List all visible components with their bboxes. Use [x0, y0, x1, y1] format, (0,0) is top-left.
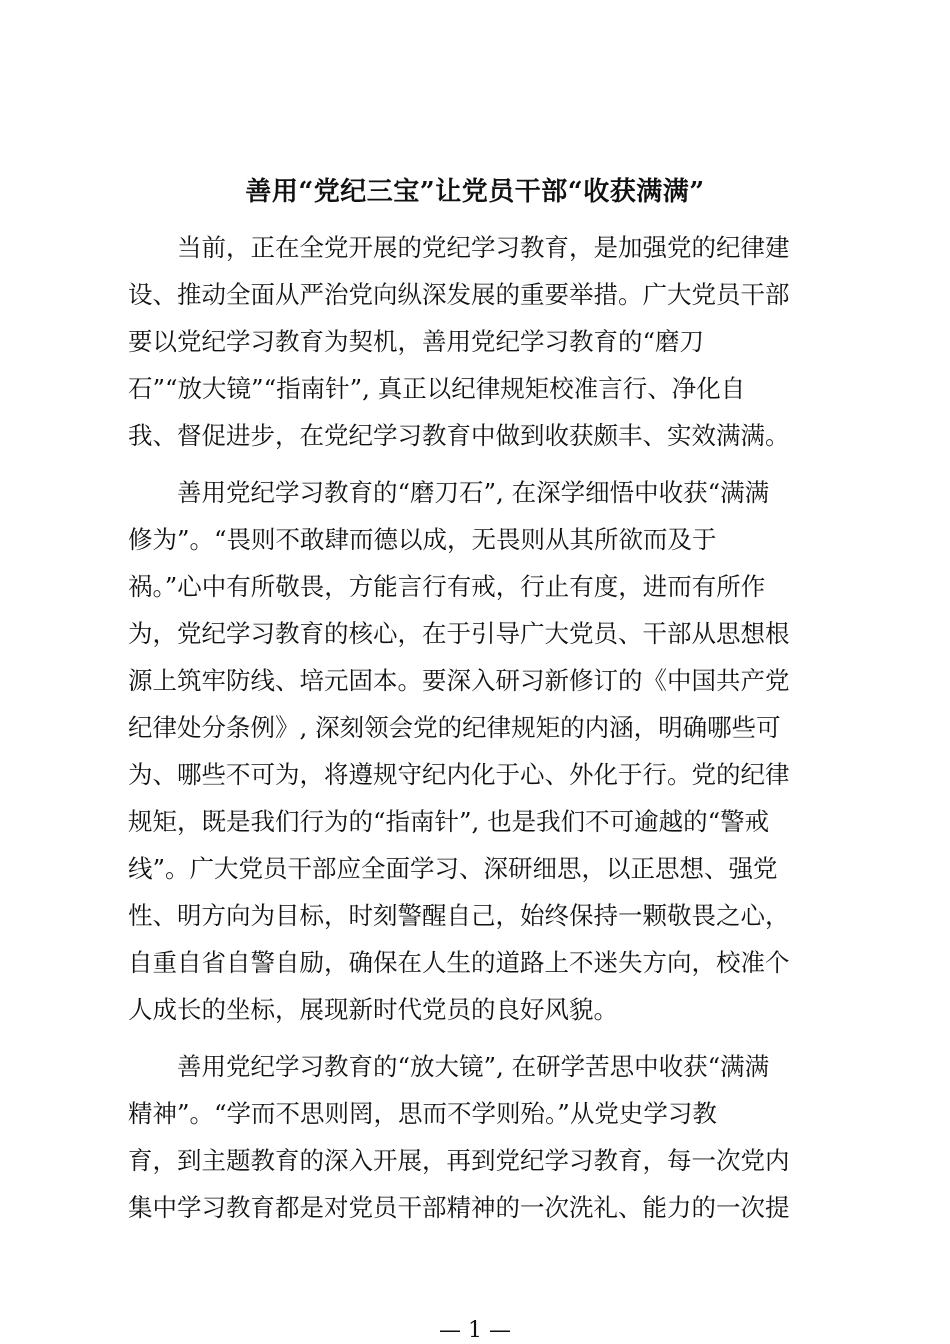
document-title: 善用“党纪三宝”让党员干部“收获满满”	[245, 177, 705, 207]
paragraph-3-line-2: 精神”。“学而不思则罔，思而不学则殆。”从党史学习教	[128, 1099, 717, 1128]
page-number: — 1 —	[439, 1318, 511, 1343]
paragraph-spacing	[128, 1033, 832, 1043]
paragraph-spacing	[128, 459, 832, 469]
paragraph-2-line-11: 自重自省自警自励，确保在人生的道路上不迷失方向，校准个	[128, 948, 790, 977]
paragraph-1-line-1: 当前，正在全党开展的党纪学习教育，是加强党的纪律建	[177, 233, 790, 262]
paragraph-2-line-1: 善用党纪学习教育的“磨刀石”, 在深学细悟中收获“满满	[177, 478, 770, 507]
paragraph-2-line-3: 祸。”心中有所敬畏，方能言行有戒，行止有度，进而有所作	[128, 572, 766, 601]
paragraph-3-line-4: 集中学习教育都是对党员干部精神的一次洗礼、能力的一次提	[128, 1193, 790, 1222]
paragraph-2-line-9: 线”。广大党员干部应全面学习、深研细思，以正思想、强党	[128, 854, 778, 883]
paragraph-1-line-4: 石”“放大镜”“指南针”, 真正以纪律规矩校准言行、净化自	[128, 374, 746, 403]
paragraph-2-line-5: 源上筑牢防线、培元固本。要深入研习新修订的《中国共产党	[128, 666, 790, 695]
paragraph-1-line-2: 设、推动全面从严治党向纵深发展的重要举措。广大党员干部	[128, 280, 790, 309]
paragraph-2-line-10: 性、明方向为目标，时刻警醒自己，始终保持一颗敬畏之心，	[128, 901, 790, 930]
paragraph-3-line-1: 善用党纪学习教育的“放大镜”, 在研学苦思中收获“满满	[177, 1052, 770, 1081]
paragraph-2-line-4: 为，党纪学习教育的核心，在于引导广大党员、干部从思想根	[128, 619, 790, 648]
paragraph-2-line-7: 为、哪些不可为，将遵规守纪内化于心、外化于行。党的纪律	[128, 760, 790, 789]
paragraph-2-line-8: 规矩，既是我们行为的“指南针”, 也是我们不可逾越的“警戒	[128, 807, 770, 836]
paragraph-2-line-12: 人成长的坐标，展现新时代党员的良好风貌。	[128, 995, 618, 1024]
paragraph-2-line-6: 纪律处分条例》, 深刻领会党的纪律规矩的内涵，明确哪些可	[128, 713, 781, 742]
paragraph-1-line-5: 我、督促进步，在党纪学习教育中做到收获颇丰、实效满满。	[128, 421, 790, 450]
paragraph-1-line-3: 要以党纪学习教育为契机，善用党纪学习教育的“磨刀	[128, 327, 705, 356]
paragraph-3-line-3: 育，到主题教育的深入开展，再到党纪学习教育，每一次党内	[128, 1146, 790, 1175]
document-body	[128, 224, 832, 1231]
paragraph-2-line-2: 修为”。“畏则不敢肆而德以成，无畏则从其所欲而及于	[128, 525, 717, 554]
